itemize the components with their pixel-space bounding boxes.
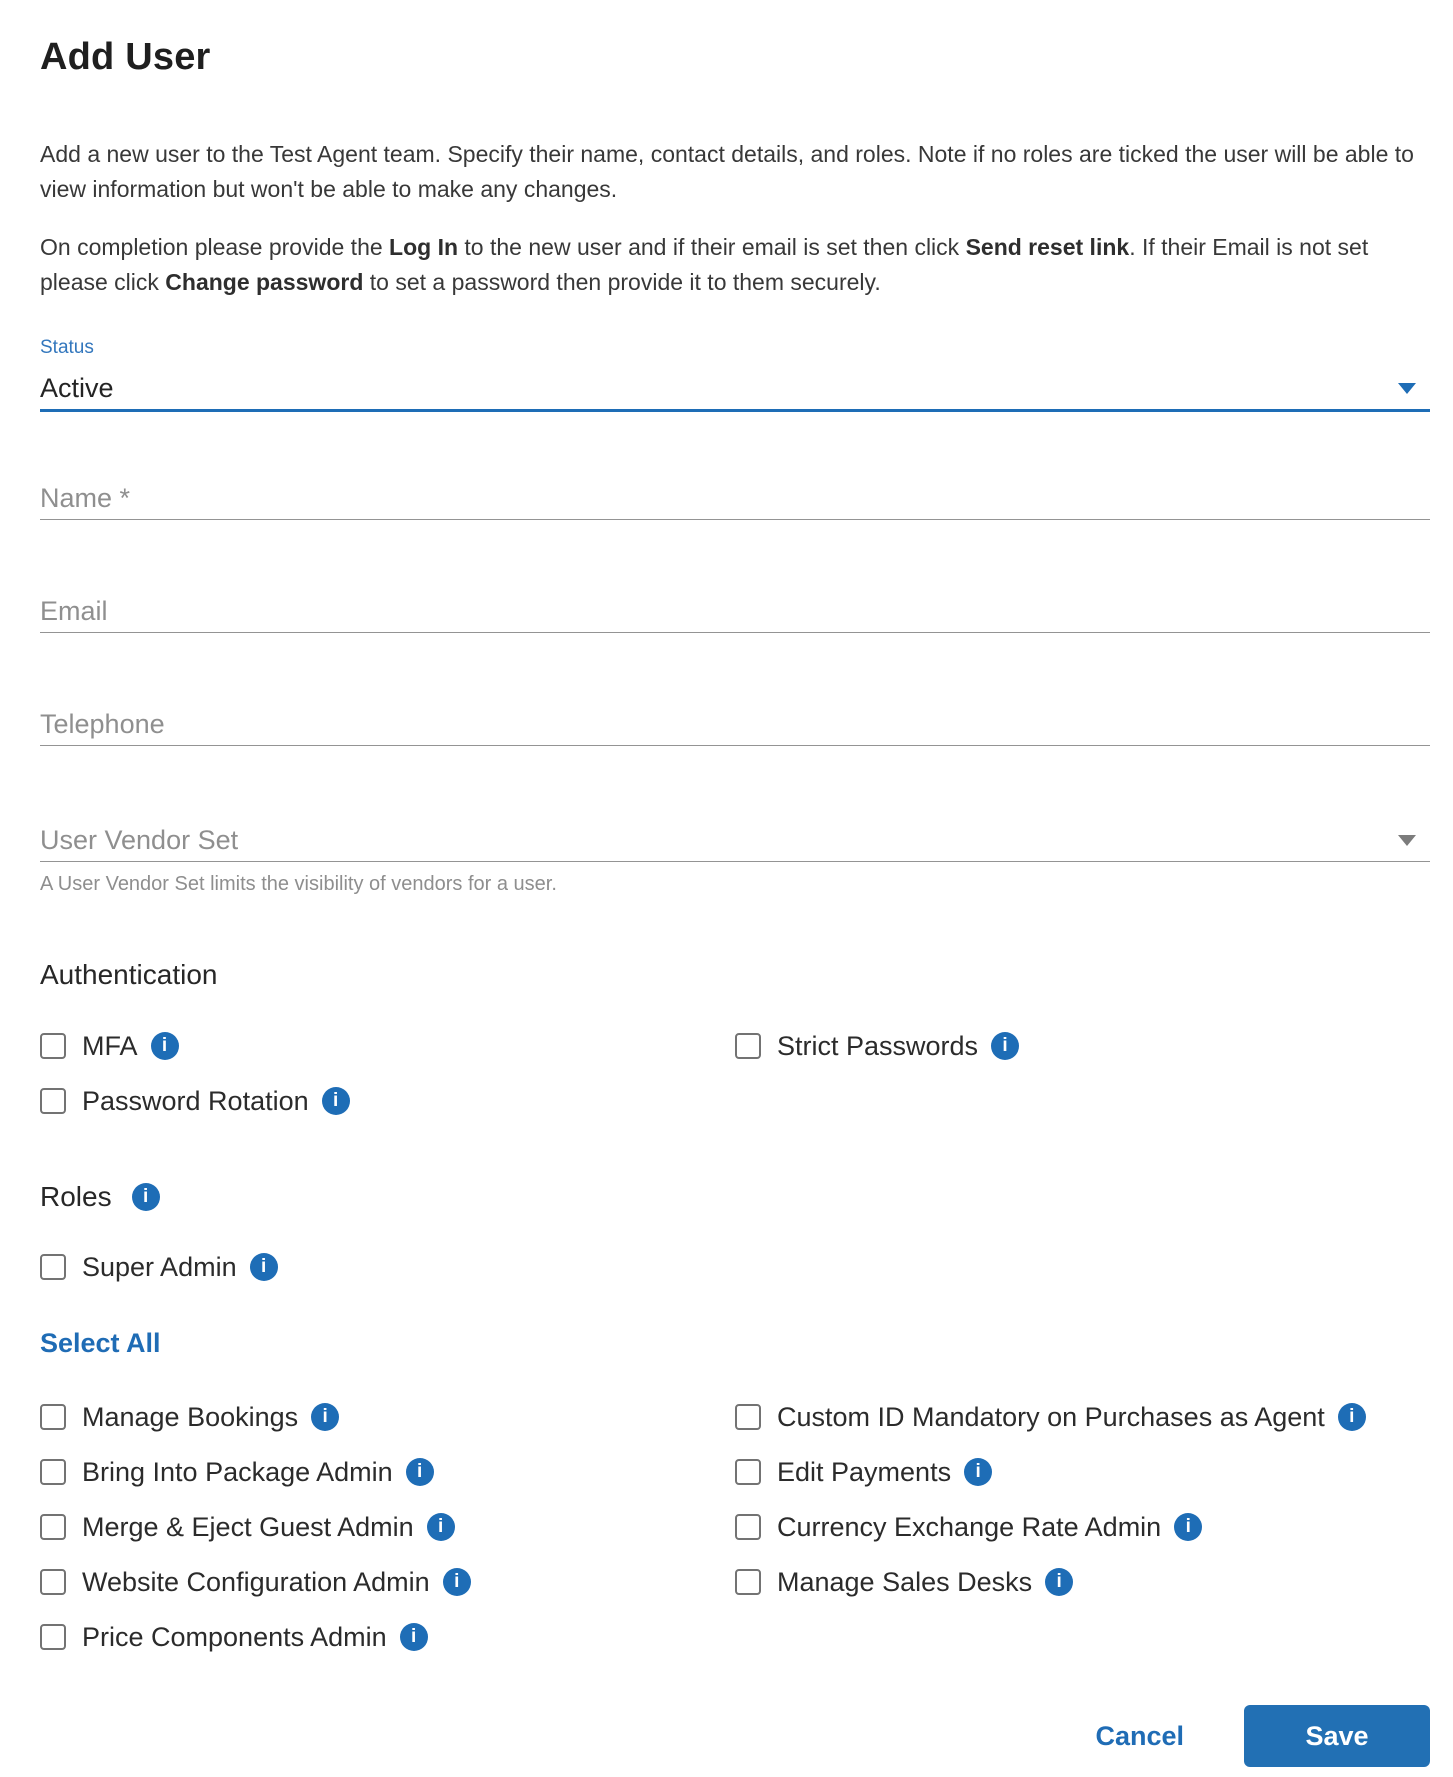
checkbox-row-custom-id-mandatory[interactable] xyxy=(735,1397,1430,1437)
save-button[interactable]: Save xyxy=(1244,1705,1430,1767)
page-title: Add User xyxy=(40,36,211,78)
checkbox-row-strict-passwords[interactable] xyxy=(735,1026,1430,1066)
intro-text: Add a new user to the Test Agent team. Specify their name, contact details, and roles. Note if no roles are ticked the user will be able to view information but won't be able to make any changes. xyxy=(40,141,1414,202)
info-icon[interactable]: i xyxy=(427,1513,455,1541)
info-icon[interactable]: i xyxy=(406,1458,434,1486)
completion-text-part: to the new user and if their email is set then click xyxy=(458,234,966,260)
info-icon[interactable]: i xyxy=(322,1087,350,1115)
status-label: Status xyxy=(40,337,94,358)
name-field-wrap xyxy=(40,478,1430,520)
price-components-admin-label: Price Components Admin xyxy=(82,1621,387,1652)
custom-id-mandatory-label: Custom ID Mandatory on Purchases as Agent xyxy=(777,1401,1325,1432)
completion-text-part: to set a password then provide it to them securely. xyxy=(363,269,881,295)
checkbox-row-mfa[interactable] xyxy=(40,1026,735,1066)
mfa-checkbox[interactable] xyxy=(40,1033,66,1059)
completion-text xyxy=(40,230,1430,300)
currency-exchange-rate-admin-checkbox[interactable] xyxy=(735,1514,761,1540)
dialog-footer xyxy=(40,1705,1430,1767)
checkbox-row-price-components-admin[interactable] xyxy=(40,1617,735,1657)
bring-into-package-admin-checkbox[interactable] xyxy=(40,1459,66,1485)
info-icon[interactable]: i xyxy=(964,1458,992,1486)
roles-heading-row xyxy=(40,1177,1430,1217)
checkbox-row-super-admin[interactable] xyxy=(40,1247,1430,1287)
mfa-label: MFA xyxy=(82,1030,138,1061)
password-rotation-checkbox[interactable] xyxy=(40,1088,66,1114)
checkbox-row-manage-sales-desks[interactable] xyxy=(735,1562,1430,1602)
info-icon[interactable]: i xyxy=(1174,1513,1202,1541)
select-all-link[interactable]: Select All xyxy=(40,1328,161,1358)
edit-payments-label: Edit Payments xyxy=(777,1456,952,1487)
telephone-field-wrap xyxy=(40,704,1430,746)
name-input[interactable] xyxy=(40,478,1430,520)
manage-sales-desks-checkbox[interactable] xyxy=(735,1569,761,1595)
checkbox-row-website-configuration-admin[interactable] xyxy=(40,1562,735,1602)
login-bold-text: Log In xyxy=(389,234,459,260)
edit-payments-checkbox[interactable] xyxy=(735,1459,761,1485)
checkbox-row-manage-bookings[interactable] xyxy=(40,1397,735,1437)
checkbox-row-edit-payments[interactable] xyxy=(735,1452,1430,1492)
info-icon[interactable]: i xyxy=(151,1032,179,1060)
manage-sales-desks-label: Manage Sales Desks xyxy=(777,1566,1033,1597)
authentication-heading: Authentication xyxy=(40,959,218,990)
bring-into-package-admin-label: Bring Into Package Admin xyxy=(82,1456,393,1487)
chevron-down-icon xyxy=(1398,383,1416,394)
checkbox-row-merge-eject-guest-admin[interactable] xyxy=(40,1507,735,1547)
roles-heading: Roles xyxy=(40,1181,112,1212)
user-vendor-set-field xyxy=(40,820,1430,896)
telephone-input[interactable] xyxy=(40,704,1430,746)
completion-text-part: On completion please provide the xyxy=(40,234,390,260)
checkbox-row-currency-exchange-rate-admin[interactable] xyxy=(735,1507,1430,1547)
chevron-down-icon xyxy=(1398,835,1416,846)
info-icon[interactable]: i xyxy=(1338,1403,1366,1431)
checkbox-row-bring-into-package-admin[interactable] xyxy=(40,1452,735,1492)
user-vendor-set-placeholder: User Vendor Set xyxy=(40,825,239,855)
info-icon[interactable]: i xyxy=(311,1403,339,1431)
status-select[interactable] xyxy=(40,368,1430,412)
change-password-bold-text: Change password xyxy=(165,269,364,295)
strict-passwords-label: Strict Passwords xyxy=(777,1030,979,1061)
authentication-checkbox-grid xyxy=(40,1026,1430,1121)
manage-bookings-label: Manage Bookings xyxy=(82,1401,299,1432)
price-components-admin-checkbox[interactable] xyxy=(40,1624,66,1650)
super-admin-checkbox[interactable] xyxy=(40,1254,66,1280)
email-input[interactable] xyxy=(40,591,1430,633)
merge-eject-guest-admin-label: Merge & Eject Guest Admin xyxy=(82,1511,414,1542)
password-rotation-label: Password Rotation xyxy=(82,1085,309,1116)
status-field xyxy=(40,336,1430,412)
super-admin-label: Super Admin xyxy=(82,1251,237,1282)
info-icon[interactable]: i xyxy=(250,1253,278,1281)
info-icon[interactable]: i xyxy=(1045,1568,1073,1596)
info-icon[interactable]: i xyxy=(991,1032,1019,1060)
user-vendor-set-helper: A User Vendor Set limits the visibility of vendors for a user. xyxy=(40,873,557,895)
checkbox-row-password-rotation[interactable] xyxy=(40,1081,735,1121)
email-field-wrap xyxy=(40,591,1430,633)
manage-bookings-checkbox[interactable] xyxy=(40,1404,66,1430)
info-icon[interactable]: i xyxy=(443,1568,471,1596)
completion-text-part: . If their Email is not set please click xyxy=(40,234,1369,295)
status-selected-value: Active xyxy=(40,373,114,403)
cancel-button[interactable]: Cancel xyxy=(1087,1711,1192,1762)
merge-eject-guest-admin-checkbox[interactable] xyxy=(40,1514,66,1540)
currency-exchange-rate-admin-label: Currency Exchange Rate Admin xyxy=(777,1511,1162,1542)
info-icon[interactable]: i xyxy=(132,1183,160,1211)
custom-id-mandatory-checkbox[interactable] xyxy=(735,1404,761,1430)
website-configuration-admin-label: Website Configuration Admin xyxy=(82,1566,430,1597)
user-vendor-set-select[interactable] xyxy=(40,820,1430,862)
strict-passwords-checkbox[interactable] xyxy=(735,1033,761,1059)
roles-checkbox-grid xyxy=(40,1397,1430,1657)
send-reset-link-bold-text: Send reset link xyxy=(965,234,1130,260)
info-icon[interactable]: i xyxy=(400,1623,428,1651)
website-configuration-admin-checkbox[interactable] xyxy=(40,1569,66,1595)
